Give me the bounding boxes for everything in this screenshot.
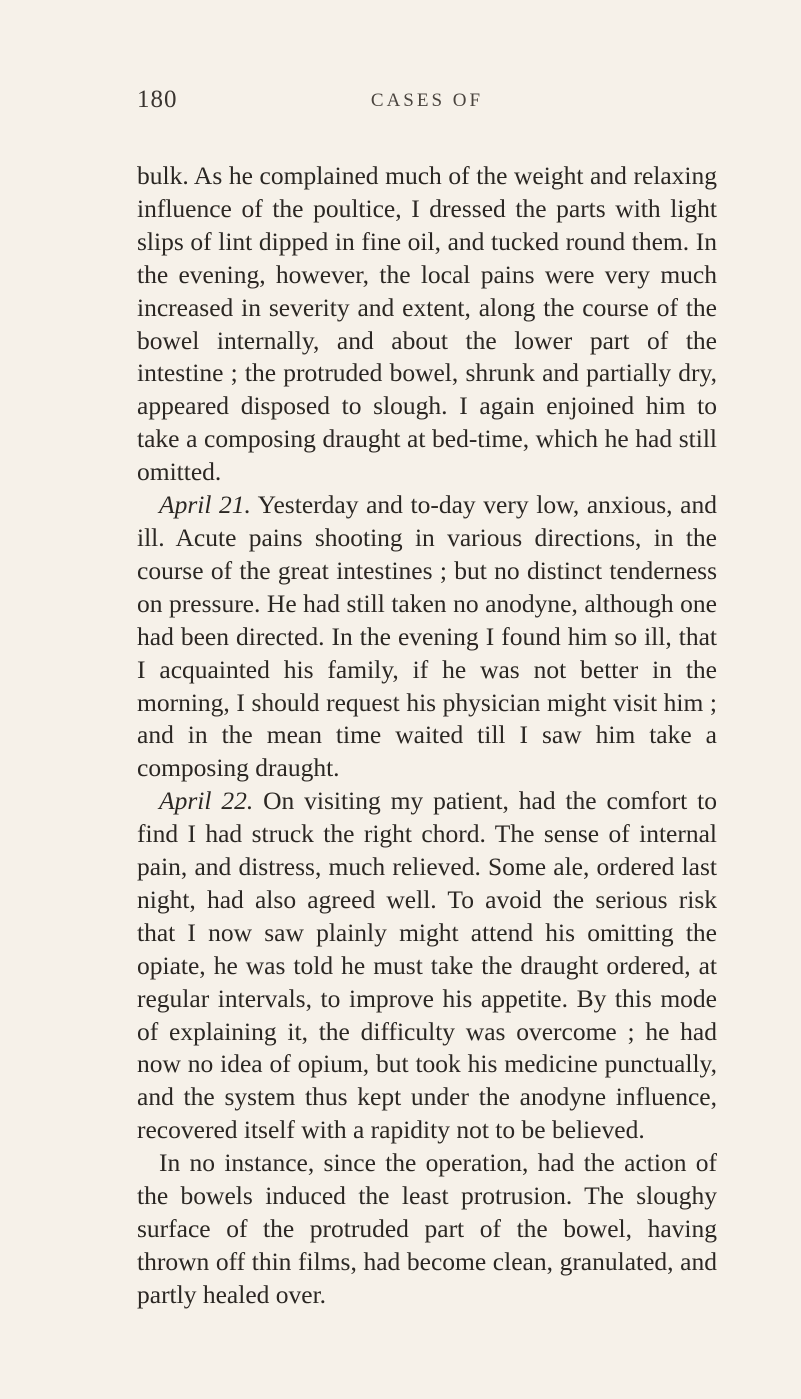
paragraph-final — [137, 1147, 717, 1312]
page-number: 180 — [137, 86, 178, 113]
running-title: CASES OF — [370, 90, 484, 111]
paragraph-april-21 — [137, 489, 717, 785]
body-text — [137, 160, 717, 1312]
entry-date: April 21. — [159, 490, 251, 520]
paragraph-continuation — [137, 160, 717, 489]
paragraph-text: In no instance, since the operation, had the action of the bowels induced the least protrusion. The sloughy surface of the protruded part of the bowel, having thrown off thin films, had become clean, granulated, and partly healed over. — [137, 1148, 717, 1309]
paragraph-text: bulk. As he complained much of the weight and relaxing influence of the poultice, I dressed the parts with light slips of lint dipped in fine oil, and tucked round them. In the evening, however, the local pains were very much increased in severity and extent, along the course of the bowel internally, and about the lower part of the intestine ; the protruded bowel, shrunk and partially dry, appeared disposed to slough. I again enjoined him to take a composing draught at bed-time, which he had still omitted. — [137, 161, 717, 487]
paragraph-april-22 — [137, 785, 717, 1147]
paragraph-text: On visiting my patient, had the comfort to find I had struck the right chord. The sense of internal pain, and distress, much relieved. Some ale, ordered last night, had also agreed well. To avoid the serious risk that I now saw plainly might attend his omitting the opiate, he was told he must take the draught ordered, at regular intervals, to improve his appetite. By this mode of explaining it, the difficulty was overcome ; he had now no idea of opium, but took his medicine punctually, and the system thus kept under the anodyne influence, recovered itself with a rapidity not to be believed. — [137, 786, 717, 1145]
running-head — [137, 86, 717, 116]
entry-date: April 22. — [159, 786, 254, 816]
paragraph-text: Yesterday and to-day very low, anxious, and ill. Acute pains shooting in various directions, in the course of the great intestines ; but no distinct tenderness on pressure. He had still taken no anodyne, although one had been directed. In the evening I found him so ill, that I acquainted his family, if he was not better in the morning, I should request his physician might visit him ; and in the mean time waited till I saw him take a composing draught. — [137, 490, 717, 783]
